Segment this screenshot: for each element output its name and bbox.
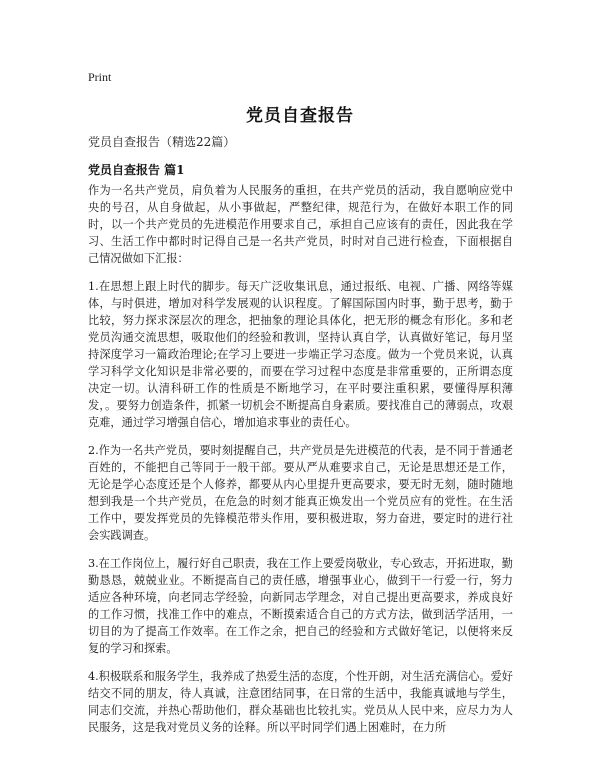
paragraph-1: 1.在思想上跟上时代的脚步。每天广泛收集讯息，通过报纸、电视、广播、网络等媒体，与时俱进，增加对科学发展观的认识程度。了解国际国内时事，勤于思考，勤于比较，努力探求深层次的理念，把抽象的理论具体化，把无形的概念有形化。多和老党员沟通交流思想，吸取他们的经验和教训，坚持认真自学，认真做好笔记，每月坚持深度学习一篇政治理论;在学习上要进一步端正学习态度。做为一个党员来说，认真学习科学文化知识是非常必要的，而要在学习过程中态度是非常重要的，正所谓态度决定一切。认清科研工作的性质是不断地学习，在平时要注重积累，要懂得厚积薄发，。要努力创造条件，抓紧一切机会不断提高自身素质。要找准自己的薄弱点，攻艰克难，通过学习增强自信心，增加追求事业的责任心。 <box>88 280 513 429</box>
paragraph-3: 3.在工作岗位上，履行好自己职责，我在工作上要爱岗敬业，专心致志，开拓进取，勤勤恳恳，兢兢业业。不断提高自己的责任感，增强事业心，做到干一行爱一行，努力适应各种环境，向老同志学经验，向新同志学理念，对自己提出更高要求，养成良好的工作习惯，找准工作中的难点，不断摸索适合自己的方式方法，做到活学活用，一切目的为了提高工作效率。在工作之余，把自己的经验和方式做好笔记，以便将来反复的学习和探索。 <box>88 557 513 655</box>
document-subtitle: 党员自查报告（精选22篇） <box>88 135 236 149</box>
page-title: 党员自查报告 <box>246 106 354 126</box>
section-heading: 党员自查报告 篇1 <box>88 163 185 177</box>
document-body <box>88 182 513 747</box>
paragraph-2: 2.作为一名共产党员，要时刻提醒自己，共产党员是先进模范的代表，是不同于普通老百姓的，不能把自己等同于一般干部。要从严从难要求自己，无论是思想还是工作，无论是学心态度还是个人修养，都要从内心里提升更高要求，要无时无刻，随时随地想到我是一个共产党员，在危急的时刻才能真正焕发出一个党员应有的党性。在生活工作中，要发挥党员的先锋模范带头作用，要积极进取，努力奋进，要定时的进行社会实践调查。 <box>88 444 513 542</box>
print-link[interactable]: Print <box>88 70 112 84</box>
paragraph-4: 4.积极联系和服务学生，我养成了热爱生活的态度，个性开朗，对生活充满信心。爱好结交不同的朋友，待人真诚，注意团结同事，在日常的生活中，我能真诚地与学生，同志们交流，并热心帮助他们，群众基础也比较扎实。党员从人民中来，应尽力为人民服务，这是我对党员义务的诠释。所以平时同学们遇上困难时，在力所 <box>88 670 513 734</box>
paragraph-intro: 作为一名共产党员，肩负着为人民服务的重担，在共产党员的活动，我自愿响应党中央的号召，从自身做起，从小事做起，严整纪律，规范行为，在做好本职工作的同时，以一个共产党员的先进模范作用要求自己，承担自己应该有的责任，因此我在学习、生活工作中都时时记得自己是一名共产党员，时时对自己进行检查，下面根据自己情况做如下汇报： <box>88 184 513 265</box>
